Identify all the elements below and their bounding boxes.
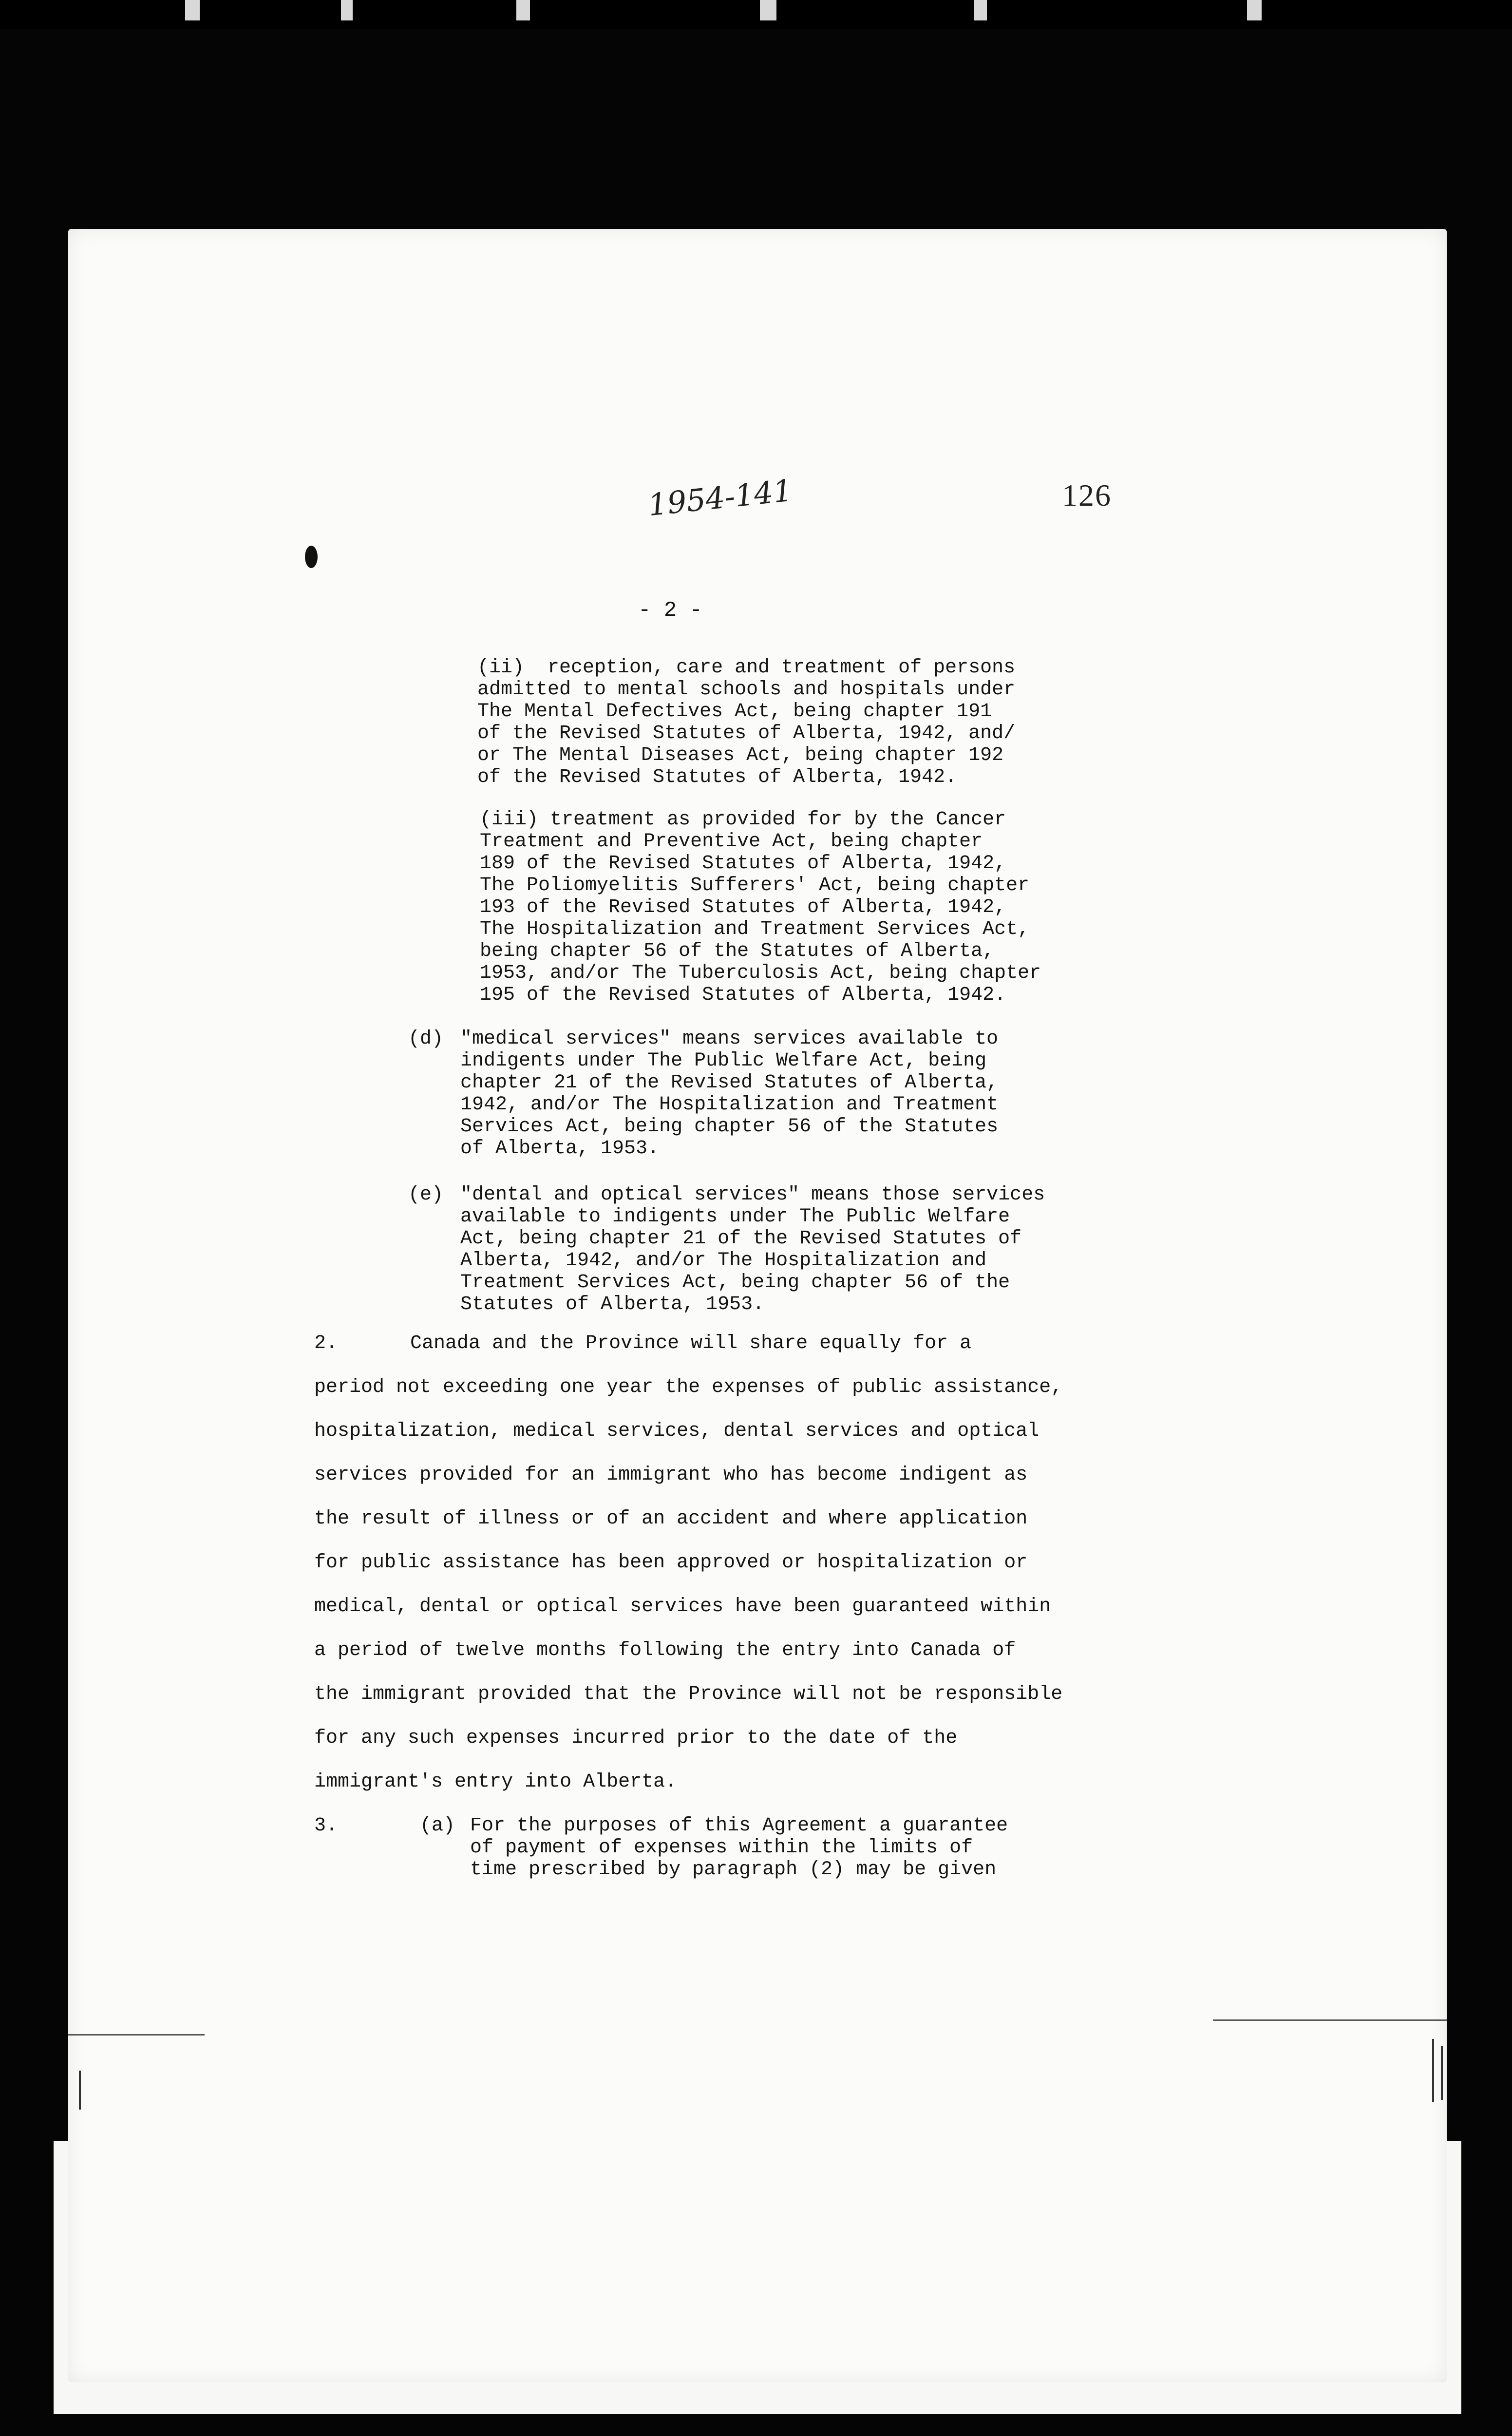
film-frame-mark: [341, 0, 353, 20]
clause-line: (ii) reception, care and treatment of persons: [477, 657, 1016, 679]
film-frame-mark: [1247, 0, 1262, 20]
paragraph-line: immigrant's entry into Alberta.: [314, 1771, 677, 1793]
paragraph-line: services provided for an immigrant who has become indigent as: [314, 1464, 1028, 1486]
page-number: - 2 -: [638, 598, 703, 623]
clause-line: 189 of the Revised Statutes of Alberta, 1942,: [480, 853, 1006, 875]
clause-line: Services Act, being chapter 56 of the Statutes: [460, 1116, 999, 1138]
paragraph-line: medical, dental or optical services have been guaranteed within: [314, 1596, 1051, 1618]
clause-line: 193 of the Revised Statutes of Alberta, 1942,: [480, 896, 1006, 918]
clause-line: admitted to mental schools and hospitals under: [477, 679, 1016, 701]
handwritten-reference: 1954-141: [646, 472, 794, 523]
paragraph-line: a period of twelve months following the entry into Canada of: [314, 1639, 1016, 1661]
paragraph-line: the result of illness or of an accident and where application: [314, 1508, 1028, 1530]
paragraph-line: the immigrant provided that the Province will not be responsible: [314, 1683, 1063, 1705]
clause-line: Act, being chapter 21 of the Revised Statutes of: [460, 1228, 1022, 1250]
paragraph-line: For the purposes of this Agreement a guarantee: [470, 1815, 1008, 1837]
clause-line: indigents under The Public Welfare Act, being: [460, 1050, 987, 1072]
paragraph-line: time prescribed by paragraph (2) may be given: [470, 1859, 997, 1881]
ink-mark: [305, 546, 318, 568]
fold-line-right: [1213, 2019, 1447, 2021]
clause-line: "medical services" means services available to: [460, 1028, 999, 1050]
clause-line: available to indigents under The Public Welfare: [460, 1206, 1010, 1228]
clause-line: (iii) treatment as provided for by the Cancer: [480, 809, 1006, 831]
clause-line: chapter 21 of the Revised Statutes of Alberta,: [460, 1072, 999, 1094]
clause-label: (e): [408, 1184, 444, 1206]
clause-line: being chapter 56 of the Statutes of Alberta,: [480, 940, 995, 962]
edge-mark-right: [1441, 2046, 1443, 2100]
clause-line: The Mental Defectives Act, being chapter 191: [477, 701, 992, 723]
clause-line: The Hospitalization and Treatment Services Act,: [480, 918, 1030, 940]
paragraph-line: hospitalization, medical services, dental services and optical: [314, 1420, 1040, 1442]
stamp-page-number: 126: [1062, 478, 1112, 513]
clause-line: Statutes of Alberta, 1953.: [460, 1294, 765, 1315]
clause-line: 1953, and/or The Tuberculosis Act, being chapter: [480, 962, 1041, 984]
clause-line: 195 of the Revised Statutes of Alberta, 1942.: [480, 984, 1006, 1006]
clause-line: of Alberta, 1953.: [460, 1138, 660, 1160]
clause-line: The Poliomyelitis Sufferers' Act, being chapter: [480, 875, 1030, 896]
film-frame-mark: [185, 0, 200, 20]
paragraph-number: 3.: [314, 1815, 338, 1837]
clause-line: Alberta, 1942, and/or The Hospitalization and: [460, 1250, 987, 1272]
clause-line: 1942, and/or The Hospitalization and Treatment: [460, 1094, 999, 1116]
paragraph-line: for public assistance has been approved or hospitalization or: [314, 1552, 1028, 1574]
sub-clause-label: (a): [420, 1815, 455, 1837]
paragraph-line: for any such expenses incurred prior to the date of the: [314, 1727, 958, 1749]
paragraph-number: 2.: [314, 1332, 338, 1354]
paragraph-line: period not exceeding one year the expenses of public assistance,: [314, 1376, 1063, 1398]
film-frame-mark: [516, 0, 530, 20]
clause-line: "dental and optical services" means those services: [460, 1184, 1045, 1206]
film-frame-mark: [974, 0, 987, 20]
film-strip-top: [0, 0, 1512, 29]
edge-mark-left: [79, 2071, 81, 2110]
edge-mark-right: [1432, 2039, 1434, 2102]
fold-line-left: [68, 2034, 205, 2036]
paragraph-line: Canada and the Province will share equally for a: [410, 1332, 972, 1354]
clause-line: of the Revised Statutes of Alberta, 1942, and/: [477, 723, 1016, 744]
clause-line: of the Revised Statutes of Alberta, 1942.: [477, 766, 957, 788]
clause-line: or The Mental Diseases Act, being chapter 192: [477, 744, 1004, 766]
paragraph-line: of payment of expenses within the limits of: [470, 1837, 973, 1859]
film-frame-mark: [760, 0, 776, 20]
clause-label: (d): [408, 1028, 444, 1050]
clause-line: Treatment and Preventive Act, being chapter: [480, 831, 983, 853]
clause-line: Treatment Services Act, being chapter 56 of the: [460, 1272, 1010, 1294]
